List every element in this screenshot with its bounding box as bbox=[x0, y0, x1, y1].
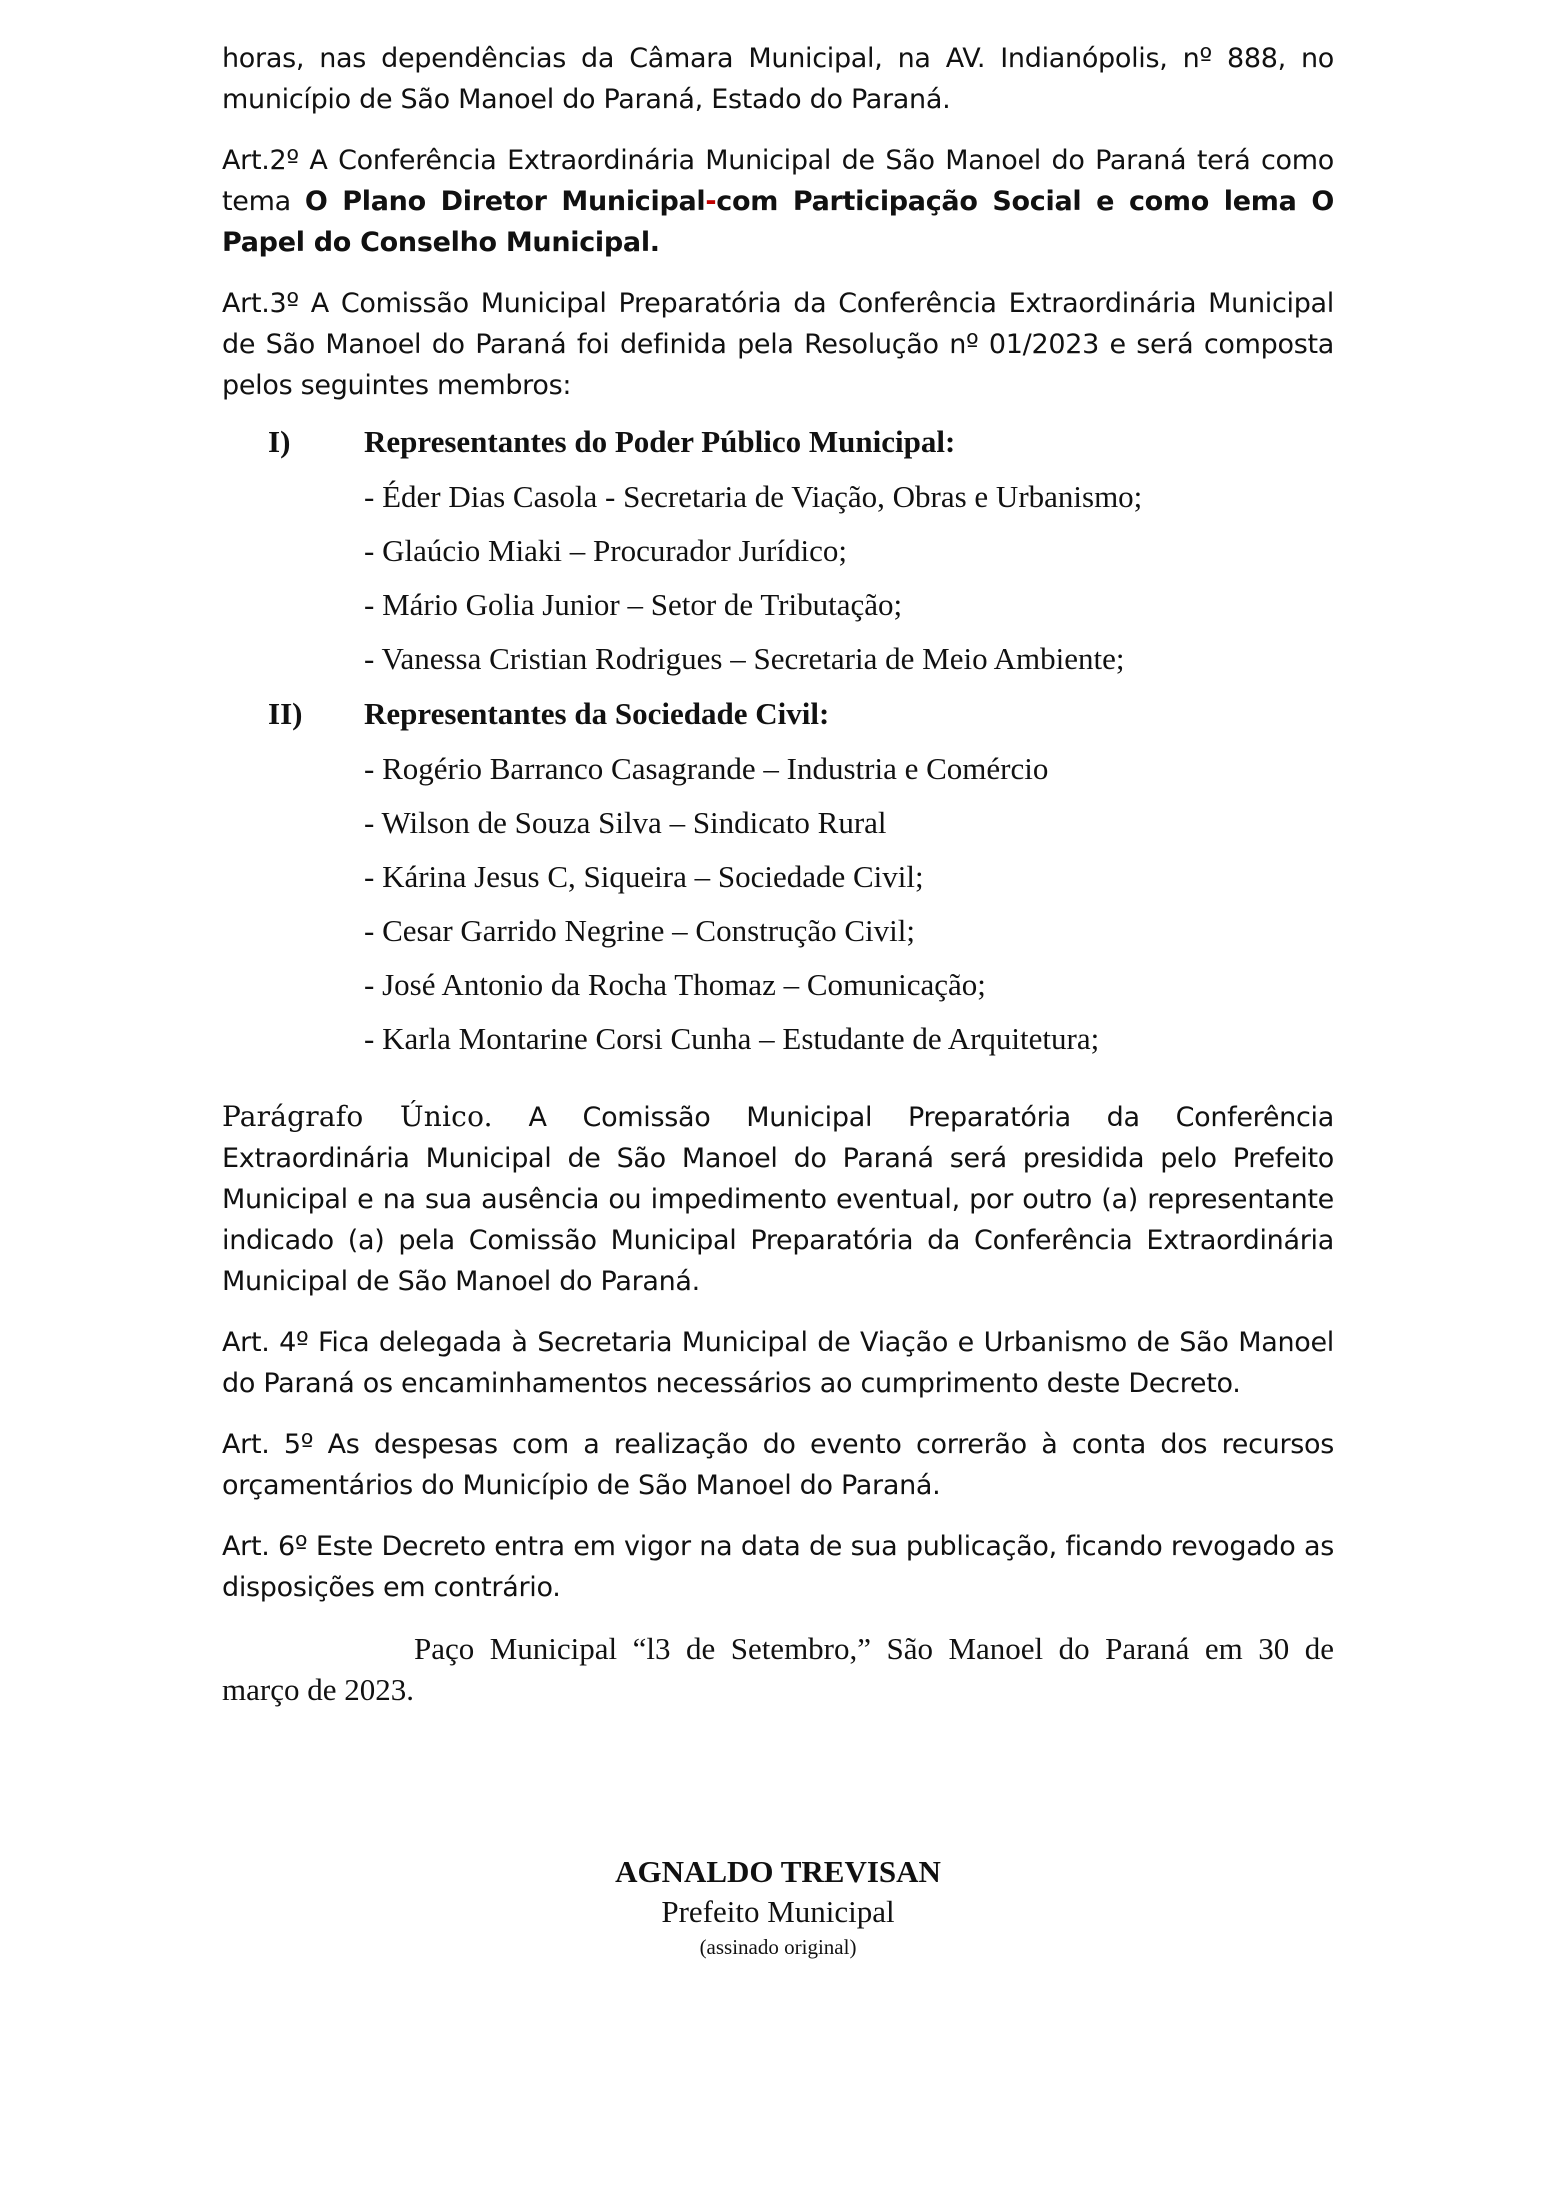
section-civil-society bbox=[222, 686, 1334, 1066]
member-item: - Vanessa Cristian Rodrigues – Secretaria de Meio Ambiente; bbox=[364, 641, 1125, 676]
paragrafo-unico-label: Parágrafo Único. bbox=[222, 1100, 493, 1133]
member-item: - Rogério Barranco Casagrande – Industria e Comércio bbox=[364, 751, 1049, 786]
article-2 bbox=[222, 140, 1334, 263]
section-number: I) bbox=[268, 424, 291, 459]
member-list bbox=[222, 742, 1334, 1066]
member-item: - Glaúcio Miaki – Procurador Jurídico; bbox=[364, 533, 847, 568]
article-5: Art. 5º As despesas com a realização do evento correrão à conta dos recursos orçamentários do Município de São Manoel do Paraná. bbox=[222, 1429, 1334, 1501]
section-heading bbox=[222, 414, 1334, 470]
article-4: Art. 4º Fica delegada à Secretaria Municipal de Viação e Urbanismo de São Manoel do Paraná os encaminhamentos necessários ao cumprimento deste Decreto. bbox=[222, 1327, 1334, 1399]
section-title: Representantes da Sociedade Civil: bbox=[364, 696, 830, 731]
article-6: Art. 6º Este Decreto entra em vigor na data de sua publicação, ficando revogado as disposições em contrário. bbox=[222, 1531, 1334, 1603]
member-list bbox=[222, 470, 1334, 686]
article-2-motto: com Participação Social e como lema O Papel do Conselho Municipal. bbox=[222, 186, 1334, 258]
member-item: - Wilson de Souza Silva – Sindicato Rural bbox=[364, 805, 887, 840]
section-heading bbox=[222, 686, 1334, 742]
signature-block bbox=[0, 1852, 1556, 1962]
document-page bbox=[222, 38, 1334, 1710]
member-item: - Éder Dias Casola - Secretaria de Viação, Obras e Urbanismo; bbox=[364, 479, 1143, 514]
section-public-power bbox=[222, 414, 1334, 686]
member-item: - Cesar Garrido Negrine – Construção Civil; bbox=[364, 913, 915, 948]
paragrafo-unico bbox=[222, 1096, 1334, 1302]
member-item: - José Antonio da Rocha Thomaz – Comunicação; bbox=[364, 967, 986, 1002]
member-item: - Mário Golia Junior – Setor de Tributação; bbox=[364, 587, 903, 622]
article-2-dash: - bbox=[705, 186, 717, 217]
closing-date-line: Paço Municipal “l3 de Setembro,” São Manoel do Paraná em 30 de março de 2023. bbox=[222, 1631, 1334, 1707]
member-item: - Kárina Jesus C, Siqueira – Sociedade Civil; bbox=[364, 859, 924, 894]
article-3: Art.3º A Comissão Municipal Preparatória da Conferência Extraordinária Municipal de São Manoel do Paraná foi definida pela Resolução nº 01/2023 e será composta pelos seguintes membros: bbox=[222, 288, 1334, 401]
section-number: II) bbox=[268, 696, 303, 731]
paragrafo-unico-text: A Comissão Municipal Preparatória da Conferência Extraordinária Municipal de São Manoel do Paraná será presidida pelo Prefeito Municipal e na sua ausência ou impedimento eventual, por outro (a) representante indicado (a) pela Comissão Municipal Preparatória da Conferência Extraordinária Municipal de São Manoel do Paraná. bbox=[222, 1102, 1334, 1297]
member-item: - Karla Montarine Corsi Cunha – Estudante de Arquitetura; bbox=[364, 1021, 1100, 1056]
signature-note: (assinado original) bbox=[699, 1935, 857, 1959]
article-2-theme: O Plano Diretor Municipal bbox=[304, 186, 706, 217]
intro-paragraph: horas, nas dependências da Câmara Municipal, na AV. Indianópolis, nº 888, no município de São Manoel do Paraná, Estado do Paraná. bbox=[222, 43, 1334, 115]
signatory-name: AGNALDO TREVISAN bbox=[615, 1854, 941, 1889]
article-2-text: Art.2º A Conferência Extraordinária Municipal de São Manoel do Paraná terá como tema bbox=[222, 145, 1334, 217]
signatory-role: Prefeito Municipal bbox=[661, 1894, 895, 1929]
section-title: Representantes do Poder Público Municipal: bbox=[364, 424, 956, 459]
